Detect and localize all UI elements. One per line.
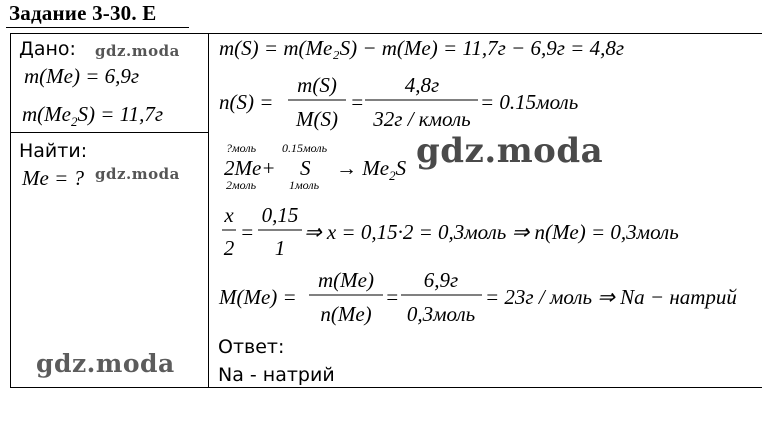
watermark-logo: gdz.moda	[95, 42, 180, 60]
find-label: Найти:	[19, 140, 88, 162]
reaction-below-s: 1моль	[289, 178, 320, 192]
proportion-2: 2	[223, 236, 235, 260]
n-s-result: = 0.15моль	[480, 90, 579, 114]
proportion-015: 0,15	[261, 203, 299, 227]
molar-frac1-denominator: n(Me)	[320, 302, 372, 326]
molar-mass-lhs: M(Me) =	[219, 285, 297, 309]
equals-sign: =	[350, 90, 365, 114]
frac1-denominator: M(S)	[296, 107, 338, 131]
task-title: Задание 3-30. Е	[9, 1, 157, 25]
given-label: Дано:	[19, 38, 76, 60]
answer-value: Na - натрий	[218, 364, 335, 386]
given-mass-me2s: $m(Me_2S) = 11,7г$	[22, 102, 164, 130]
molar-result: = 23г / моль ⇒ Na − натрий	[485, 285, 737, 309]
reaction-above-me: ?моль	[226, 141, 257, 155]
reaction-below-me: 2моль	[226, 178, 257, 192]
molar-frac1-numerator: m(Me)	[318, 268, 374, 292]
watermark-logo: gdz.moda	[36, 349, 175, 378]
answer-label: Ответ:	[218, 336, 285, 358]
molar-equals: =	[385, 285, 400, 309]
proportion-result: ⇒ x = 0,15·2 = 0,3моль ⇒ n(Me) = 0,3моль	[304, 220, 679, 244]
frac1-numerator: m(S)	[297, 73, 337, 97]
reaction-above-s: 0.15моль	[282, 141, 328, 155]
frac2-denominator: 32г / кмоль	[373, 107, 471, 131]
find-me: Me = ?	[22, 166, 84, 190]
solution-line-mass-s: m(S) = m(Me₂S) − m(Me) = 11,7г − 6,9г = 4,8г	[219, 36, 625, 60]
watermark-logo: gdz.moda	[95, 165, 180, 183]
reaction-product: → $Me_2S$	[336, 156, 407, 184]
proportion-equals: =	[240, 220, 255, 244]
reaction-reactant-s: S	[300, 156, 311, 180]
molar-frac2-numerator: 6,9г	[423, 268, 459, 292]
given-mass-me: m(Me) = 6,9г	[24, 64, 140, 88]
molar-frac2-denominator: 0,3моль	[406, 302, 476, 326]
reaction-reactant-me: 2Me+	[224, 156, 276, 180]
frac2-numerator: 4,8г	[404, 73, 440, 97]
solution-n-s-lhs: n(S) =	[219, 90, 274, 114]
proportion-x: x	[224, 203, 234, 227]
proportion-1: 1	[274, 236, 286, 260]
watermark-logo: gdz.moda	[416, 131, 604, 171]
